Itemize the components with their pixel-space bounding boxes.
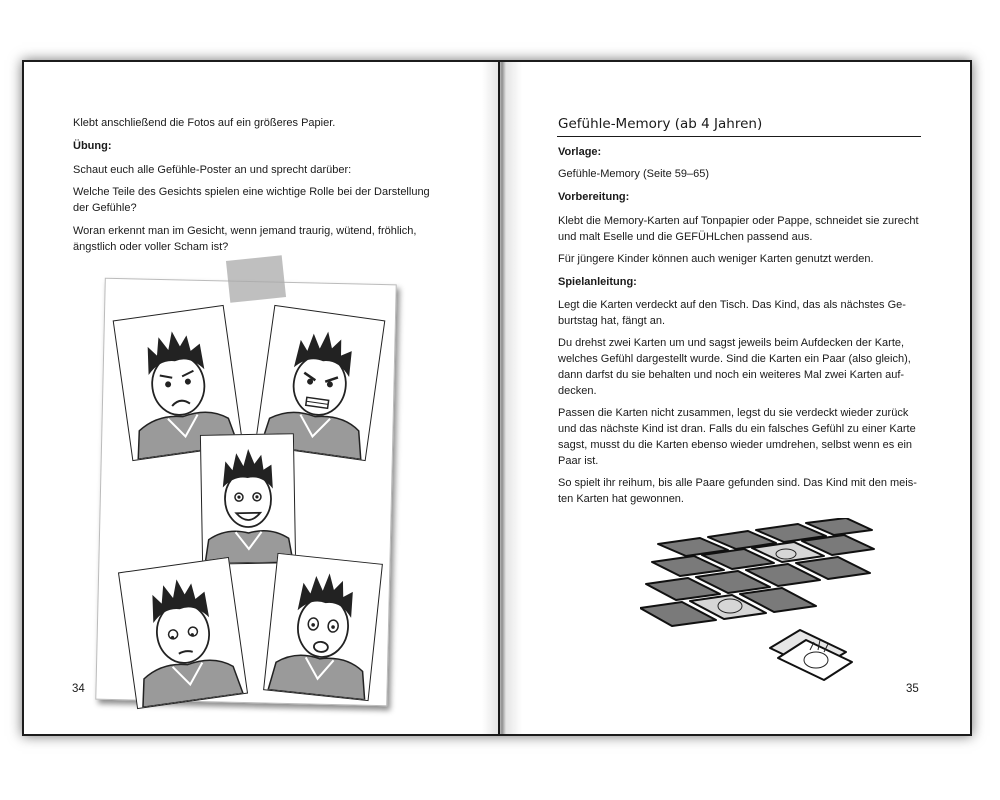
heading-rule bbox=[557, 136, 921, 137]
left-paragraph-1: Klebt anschließend die Fotos auf ein größeres Papier. bbox=[73, 117, 336, 129]
left-paragraph-3-line-2: der Gefühle? bbox=[73, 202, 137, 214]
vorbereitung-line-2: und malt Eselle und die GEFÜHLchen passend aus. bbox=[558, 231, 813, 243]
page-number-right: 35 bbox=[906, 683, 919, 695]
left-paragraph-4-line-1: Woran erkennt man im Gesicht, wenn jemand traurig, wütend, fröhlich, bbox=[73, 225, 417, 237]
section-heading: Gefühle-Memory (ab 4 Jahren) bbox=[558, 116, 763, 132]
spiel-p2-line-1: Du drehst zwei Karten um und sagst jeweils beim Aufdecken der Karte, bbox=[558, 337, 905, 349]
spiel-p3-line-4: Paar ist. bbox=[558, 455, 599, 467]
left-paragraph-3-line-1: Welche Teile des Gesichts spielen eine wichtige Rolle bei der Darstellung bbox=[73, 186, 430, 198]
spiel-p3-line-3: sagst, musst du die Karten ebenso wieder umdrehen, selbst wenn es ein bbox=[558, 439, 913, 451]
left-paragraph-2: Schaut euch alle Gefühle-Poster an und sprecht darüber: bbox=[73, 164, 352, 176]
spiel-p1-line-2: burtstag hat, fängt an. bbox=[558, 315, 666, 327]
label-spielanleitung: Spielanleitung: bbox=[558, 276, 637, 288]
tape-strip bbox=[226, 255, 286, 303]
spiel-p2-line-4: decken. bbox=[558, 385, 597, 397]
label-vorbereitung: Vorbereitung: bbox=[558, 191, 630, 203]
label-vorlage: Vorlage: bbox=[558, 146, 602, 158]
vorlage-text: Gefühle-Memory (Seite 59–65) bbox=[558, 168, 710, 180]
memory-board-illustration bbox=[640, 518, 880, 703]
photo-happy-face bbox=[200, 433, 296, 565]
photo-ashamed-face bbox=[118, 557, 248, 709]
spiel-p2-line-2: welches Gefühl dargestellt wurde. Sind die Karten ein Paar (also gleich), bbox=[558, 353, 911, 365]
spiel-p1-line-1: Legt die Karten verdeckt auf den Tisch. Das Kind, das als nächstes Ge- bbox=[558, 299, 906, 311]
label-uebung: Übung: bbox=[73, 140, 112, 152]
spiel-p3-line-1: Passen die Karten nicht zusammen, legst du sie verdeckt wieder zurück bbox=[558, 407, 909, 419]
spiel-p2-line-3: dann darfst du sie behalten und noch ein weiteres Mal zwei Karten auf- bbox=[558, 369, 905, 381]
page-number-left: 34 bbox=[72, 683, 85, 695]
spiel-p3-line-2: und das nächste Kind ist dran. Falls du ein falsches Gefühl zu einer Karte bbox=[558, 423, 916, 435]
spiel-p4-line-2: ten Karten hat gewonnen. bbox=[558, 493, 684, 505]
vorbereitung-line-1: Klebt die Memory-Karten auf Tonpapier oder Pappe, schneidet sie zurecht bbox=[558, 215, 919, 227]
juengere-kinder-text: Für jüngere Kinder können auch weniger Karten genutzt werden. bbox=[558, 253, 874, 265]
spiel-p4-line-1: So spielt ihr reihum, bis alle Paare gefunden sind. Das Kind mit den meis- bbox=[558, 477, 917, 489]
book-gutter bbox=[482, 62, 522, 734]
left-paragraph-4-line-2: ängstlich oder voller Scham ist? bbox=[73, 241, 229, 253]
photo-scared-face bbox=[263, 553, 383, 701]
